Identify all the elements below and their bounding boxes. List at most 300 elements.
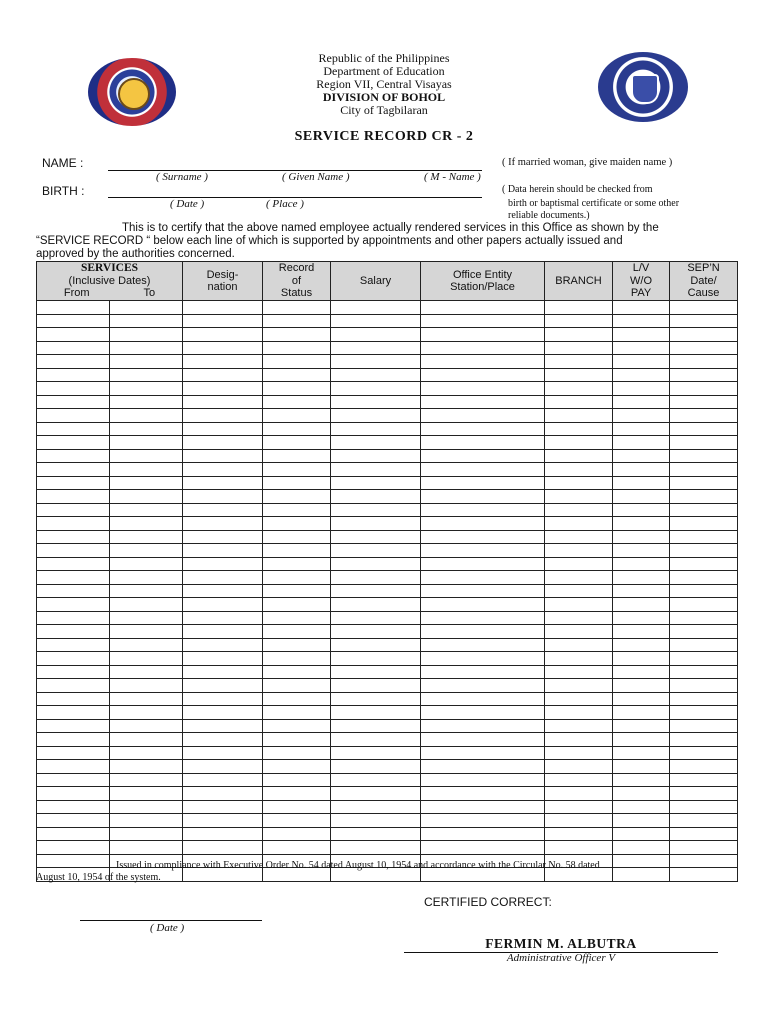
- record-cell[interactable]: [670, 355, 738, 369]
- record-cell[interactable]: [37, 652, 110, 666]
- record-cell[interactable]: [331, 679, 421, 693]
- record-cell[interactable]: [670, 598, 738, 612]
- record-cell[interactable]: [331, 463, 421, 477]
- record-cell[interactable]: [545, 341, 613, 355]
- record-cell[interactable]: [37, 638, 110, 652]
- record-cell[interactable]: [331, 544, 421, 558]
- record-cell[interactable]: [183, 382, 263, 396]
- record-cell[interactable]: [37, 557, 110, 571]
- record-cell[interactable]: [331, 382, 421, 396]
- record-cell[interactable]: [183, 449, 263, 463]
- record-cell[interactable]: [545, 368, 613, 382]
- record-cell[interactable]: [37, 598, 110, 612]
- record-cell[interactable]: [37, 314, 110, 328]
- record-cell[interactable]: [331, 760, 421, 774]
- record-cell[interactable]: [37, 544, 110, 558]
- record-cell[interactable]: [613, 827, 670, 841]
- record-cell[interactable]: [331, 328, 421, 342]
- record-cell[interactable]: [670, 584, 738, 598]
- record-cell[interactable]: [670, 652, 738, 666]
- record-cell[interactable]: [37, 449, 110, 463]
- record-cell[interactable]: [670, 625, 738, 639]
- record-cell[interactable]: [545, 773, 613, 787]
- record-cell[interactable]: [421, 328, 545, 342]
- record-cell[interactable]: [545, 638, 613, 652]
- record-cell[interactable]: [670, 665, 738, 679]
- record-cell[interactable]: [183, 341, 263, 355]
- record-cell[interactable]: [263, 760, 331, 774]
- record-cell[interactable]: [670, 611, 738, 625]
- record-cell[interactable]: [331, 449, 421, 463]
- record-cell[interactable]: [263, 436, 331, 450]
- record-cell[interactable]: [263, 476, 331, 490]
- record-cell[interactable]: [183, 841, 263, 855]
- record-cell[interactable]: [613, 692, 670, 706]
- record-cell[interactable]: [613, 571, 670, 585]
- record-cell[interactable]: [670, 787, 738, 801]
- record-cell[interactable]: [183, 517, 263, 531]
- record-cell[interactable]: [421, 314, 545, 328]
- record-cell[interactable]: [37, 463, 110, 477]
- record-cell[interactable]: [613, 517, 670, 531]
- record-cell[interactable]: [670, 814, 738, 828]
- record-cell[interactable]: [670, 517, 738, 531]
- record-cell[interactable]: [110, 692, 183, 706]
- record-cell[interactable]: [670, 341, 738, 355]
- record-cell[interactable]: [670, 692, 738, 706]
- record-cell[interactable]: [183, 625, 263, 639]
- record-cell[interactable]: [263, 368, 331, 382]
- record-cell[interactable]: [183, 760, 263, 774]
- record-cell[interactable]: [37, 530, 110, 544]
- record-cell[interactable]: [670, 368, 738, 382]
- record-cell[interactable]: [545, 814, 613, 828]
- record-cell[interactable]: [545, 503, 613, 517]
- record-cell[interactable]: [183, 611, 263, 625]
- record-cell[interactable]: [110, 341, 183, 355]
- record-cell[interactable]: [613, 760, 670, 774]
- record-cell[interactable]: [545, 422, 613, 436]
- record-cell[interactable]: [613, 395, 670, 409]
- record-cell[interactable]: [110, 800, 183, 814]
- record-cell[interactable]: [331, 611, 421, 625]
- record-cell[interactable]: [331, 638, 421, 652]
- record-cell[interactable]: [263, 341, 331, 355]
- record-cell[interactable]: [37, 517, 110, 531]
- record-cell[interactable]: [110, 490, 183, 504]
- record-cell[interactable]: [613, 557, 670, 571]
- record-cell[interactable]: [421, 652, 545, 666]
- record-cell[interactable]: [331, 719, 421, 733]
- record-cell[interactable]: [37, 760, 110, 774]
- record-cell[interactable]: [37, 409, 110, 423]
- record-cell[interactable]: [183, 463, 263, 477]
- record-cell[interactable]: [421, 355, 545, 369]
- record-cell[interactable]: [263, 530, 331, 544]
- record-cell[interactable]: [613, 679, 670, 693]
- record-cell[interactable]: [545, 490, 613, 504]
- record-cell[interactable]: [263, 422, 331, 436]
- record-cell[interactable]: [183, 814, 263, 828]
- record-cell[interactable]: [421, 787, 545, 801]
- record-cell[interactable]: [183, 692, 263, 706]
- record-cell[interactable]: [545, 571, 613, 585]
- record-cell[interactable]: [183, 665, 263, 679]
- record-cell[interactable]: [545, 328, 613, 342]
- record-cell[interactable]: [421, 611, 545, 625]
- record-cell[interactable]: [331, 409, 421, 423]
- record-cell[interactable]: [421, 719, 545, 733]
- record-cell[interactable]: [263, 382, 331, 396]
- record-cell[interactable]: [110, 827, 183, 841]
- record-cell[interactable]: [613, 503, 670, 517]
- record-cell[interactable]: [545, 530, 613, 544]
- record-cell[interactable]: [613, 490, 670, 504]
- record-cell[interactable]: [263, 301, 331, 315]
- record-cell[interactable]: [421, 382, 545, 396]
- record-cell[interactable]: [613, 787, 670, 801]
- record-cell[interactable]: [37, 706, 110, 720]
- record-cell[interactable]: [183, 733, 263, 747]
- record-cell[interactable]: [183, 530, 263, 544]
- record-cell[interactable]: [613, 733, 670, 747]
- record-cell[interactable]: [263, 449, 331, 463]
- record-cell[interactable]: [670, 503, 738, 517]
- record-cell[interactable]: [110, 368, 183, 382]
- record-cell[interactable]: [183, 638, 263, 652]
- record-cell[interactable]: [545, 692, 613, 706]
- record-cell[interactable]: [263, 841, 331, 855]
- record-cell[interactable]: [263, 611, 331, 625]
- record-cell[interactable]: [670, 706, 738, 720]
- record-cell[interactable]: [37, 841, 110, 855]
- record-cell[interactable]: [670, 800, 738, 814]
- record-cell[interactable]: [421, 422, 545, 436]
- record-cell[interactable]: [331, 395, 421, 409]
- record-cell[interactable]: [263, 652, 331, 666]
- record-cell[interactable]: [545, 800, 613, 814]
- record-cell[interactable]: [37, 773, 110, 787]
- record-cell[interactable]: [670, 395, 738, 409]
- record-cell[interactable]: [37, 368, 110, 382]
- record-cell[interactable]: [421, 827, 545, 841]
- record-cell[interactable]: [110, 557, 183, 571]
- record-cell[interactable]: [37, 490, 110, 504]
- record-cell[interactable]: [263, 328, 331, 342]
- record-cell[interactable]: [331, 422, 421, 436]
- record-cell[interactable]: [545, 409, 613, 423]
- record-cell[interactable]: [670, 409, 738, 423]
- record-cell[interactable]: [670, 463, 738, 477]
- record-cell[interactable]: [37, 341, 110, 355]
- record-cell[interactable]: [670, 382, 738, 396]
- record-cell[interactable]: [331, 584, 421, 598]
- record-cell[interactable]: [183, 328, 263, 342]
- record-cell[interactable]: [37, 733, 110, 747]
- record-cell[interactable]: [421, 800, 545, 814]
- record-cell[interactable]: [421, 773, 545, 787]
- record-cell[interactable]: [263, 557, 331, 571]
- record-cell[interactable]: [545, 382, 613, 396]
- record-cell[interactable]: [37, 625, 110, 639]
- record-cell[interactable]: [331, 490, 421, 504]
- record-cell[interactable]: [670, 301, 738, 315]
- record-cell[interactable]: [613, 584, 670, 598]
- record-cell[interactable]: [37, 611, 110, 625]
- record-cell[interactable]: [421, 409, 545, 423]
- record-cell[interactable]: [263, 463, 331, 477]
- record-cell[interactable]: [331, 625, 421, 639]
- record-cell[interactable]: [110, 584, 183, 598]
- record-cell[interactable]: [110, 665, 183, 679]
- record-cell[interactable]: [263, 584, 331, 598]
- record-cell[interactable]: [110, 544, 183, 558]
- record-cell[interactable]: [110, 449, 183, 463]
- record-cell[interactable]: [183, 490, 263, 504]
- record-cell[interactable]: [110, 787, 183, 801]
- record-cell[interactable]: [37, 800, 110, 814]
- record-cell[interactable]: [613, 476, 670, 490]
- record-cell[interactable]: [331, 733, 421, 747]
- record-cell[interactable]: [183, 503, 263, 517]
- record-cell[interactable]: [263, 571, 331, 585]
- record-cell[interactable]: [421, 301, 545, 315]
- record-cell[interactable]: [110, 328, 183, 342]
- record-cell[interactable]: [670, 638, 738, 652]
- record-cell[interactable]: [263, 503, 331, 517]
- record-cell[interactable]: [670, 571, 738, 585]
- record-cell[interactable]: [183, 652, 263, 666]
- record-cell[interactable]: [110, 409, 183, 423]
- record-cell[interactable]: [110, 814, 183, 828]
- record-cell[interactable]: [421, 368, 545, 382]
- record-cell[interactable]: [545, 476, 613, 490]
- record-cell[interactable]: [670, 328, 738, 342]
- record-cell[interactable]: [613, 449, 670, 463]
- record-cell[interactable]: [545, 584, 613, 598]
- record-cell[interactable]: [421, 449, 545, 463]
- record-cell[interactable]: [37, 719, 110, 733]
- record-cell[interactable]: [331, 814, 421, 828]
- record-cell[interactable]: [110, 638, 183, 652]
- record-cell[interactable]: [670, 449, 738, 463]
- record-cell[interactable]: [183, 476, 263, 490]
- record-cell[interactable]: [613, 328, 670, 342]
- record-cell[interactable]: [613, 773, 670, 787]
- record-cell[interactable]: [421, 760, 545, 774]
- record-cell[interactable]: [331, 773, 421, 787]
- record-cell[interactable]: [545, 557, 613, 571]
- record-cell[interactable]: [183, 827, 263, 841]
- record-cell[interactable]: [37, 665, 110, 679]
- record-cell[interactable]: [421, 733, 545, 747]
- record-cell[interactable]: [421, 557, 545, 571]
- record-cell[interactable]: [613, 625, 670, 639]
- record-cell[interactable]: [545, 652, 613, 666]
- record-cell[interactable]: [263, 679, 331, 693]
- record-cell[interactable]: [263, 638, 331, 652]
- record-cell[interactable]: [670, 490, 738, 504]
- record-cell[interactable]: [110, 355, 183, 369]
- record-cell[interactable]: [613, 814, 670, 828]
- record-cell[interactable]: [263, 787, 331, 801]
- record-cell[interactable]: [613, 368, 670, 382]
- record-cell[interactable]: [421, 665, 545, 679]
- record-cell[interactable]: [613, 436, 670, 450]
- record-cell[interactable]: [613, 638, 670, 652]
- record-cell[interactable]: [545, 449, 613, 463]
- record-cell[interactable]: [613, 598, 670, 612]
- record-cell[interactable]: [421, 463, 545, 477]
- record-cell[interactable]: [183, 422, 263, 436]
- record-cell[interactable]: [263, 746, 331, 760]
- record-cell[interactable]: [421, 544, 545, 558]
- record-cell[interactable]: [263, 733, 331, 747]
- record-cell[interactable]: [613, 314, 670, 328]
- record-cell[interactable]: [331, 652, 421, 666]
- record-cell[interactable]: [670, 760, 738, 774]
- record-cell[interactable]: [183, 544, 263, 558]
- record-cell[interactable]: [331, 530, 421, 544]
- record-cell[interactable]: [263, 665, 331, 679]
- record-cell[interactable]: [183, 773, 263, 787]
- record-cell[interactable]: [421, 530, 545, 544]
- record-cell[interactable]: [183, 679, 263, 693]
- record-cell[interactable]: [110, 476, 183, 490]
- record-cell[interactable]: [37, 436, 110, 450]
- record-cell[interactable]: [183, 787, 263, 801]
- record-cell[interactable]: [263, 827, 331, 841]
- record-cell[interactable]: [421, 638, 545, 652]
- record-cell[interactable]: [37, 584, 110, 598]
- record-cell[interactable]: [421, 679, 545, 693]
- record-cell[interactable]: [37, 422, 110, 436]
- record-cell[interactable]: [331, 827, 421, 841]
- record-cell[interactable]: [110, 733, 183, 747]
- record-cell[interactable]: [263, 773, 331, 787]
- record-cell[interactable]: [613, 530, 670, 544]
- record-cell[interactable]: [670, 679, 738, 693]
- record-cell[interactable]: [331, 841, 421, 855]
- record-cell[interactable]: [110, 517, 183, 531]
- record-cell[interactable]: [37, 746, 110, 760]
- record-cell[interactable]: [263, 598, 331, 612]
- record-cell[interactable]: [183, 409, 263, 423]
- record-cell[interactable]: [183, 800, 263, 814]
- record-cell[interactable]: [545, 436, 613, 450]
- record-cell[interactable]: [183, 314, 263, 328]
- record-cell[interactable]: [37, 787, 110, 801]
- record-cell[interactable]: [421, 517, 545, 531]
- record-cell[interactable]: [545, 611, 613, 625]
- record-cell[interactable]: [263, 355, 331, 369]
- record-cell[interactable]: [670, 733, 738, 747]
- record-cell[interactable]: [421, 841, 545, 855]
- record-cell[interactable]: [670, 841, 738, 855]
- record-cell[interactable]: [263, 395, 331, 409]
- record-cell[interactable]: [670, 422, 738, 436]
- record-cell[interactable]: [183, 301, 263, 315]
- record-cell[interactable]: [421, 395, 545, 409]
- record-cell[interactable]: [110, 679, 183, 693]
- record-cell[interactable]: [670, 557, 738, 571]
- record-cell[interactable]: [613, 463, 670, 477]
- record-cell[interactable]: [670, 544, 738, 558]
- record-cell[interactable]: [331, 503, 421, 517]
- record-cell[interactable]: [110, 841, 183, 855]
- record-cell[interactable]: [110, 503, 183, 517]
- record-cell[interactable]: [331, 436, 421, 450]
- record-cell[interactable]: [331, 598, 421, 612]
- record-cell[interactable]: [263, 625, 331, 639]
- record-cell[interactable]: [670, 746, 738, 760]
- record-cell[interactable]: [670, 476, 738, 490]
- record-cell[interactable]: [421, 571, 545, 585]
- record-cell[interactable]: [545, 625, 613, 639]
- record-cell[interactable]: [263, 490, 331, 504]
- record-cell[interactable]: [37, 571, 110, 585]
- record-cell[interactable]: [421, 490, 545, 504]
- record-cell[interactable]: [545, 517, 613, 531]
- record-cell[interactable]: [183, 719, 263, 733]
- record-cell[interactable]: [545, 787, 613, 801]
- record-cell[interactable]: [110, 760, 183, 774]
- record-cell[interactable]: [110, 773, 183, 787]
- record-cell[interactable]: [613, 665, 670, 679]
- record-cell[interactable]: [331, 692, 421, 706]
- record-cell[interactable]: [110, 625, 183, 639]
- record-cell[interactable]: [110, 382, 183, 396]
- record-cell[interactable]: [183, 571, 263, 585]
- record-cell[interactable]: [183, 436, 263, 450]
- record-cell[interactable]: [421, 746, 545, 760]
- record-cell[interactable]: [37, 328, 110, 342]
- record-cell[interactable]: [613, 719, 670, 733]
- record-cell[interactable]: [263, 544, 331, 558]
- record-cell[interactable]: [545, 314, 613, 328]
- record-cell[interactable]: [331, 517, 421, 531]
- record-cell[interactable]: [545, 719, 613, 733]
- record-cell[interactable]: [37, 476, 110, 490]
- record-cell[interactable]: [421, 598, 545, 612]
- record-cell[interactable]: [110, 422, 183, 436]
- record-cell[interactable]: [545, 760, 613, 774]
- record-cell[interactable]: [613, 746, 670, 760]
- record-cell[interactable]: [263, 706, 331, 720]
- record-cell[interactable]: [110, 706, 183, 720]
- record-cell[interactable]: [421, 584, 545, 598]
- record-cell[interactable]: [545, 355, 613, 369]
- record-cell[interactable]: [421, 814, 545, 828]
- record-cell[interactable]: [183, 355, 263, 369]
- record-cell[interactable]: [613, 341, 670, 355]
- record-cell[interactable]: [37, 382, 110, 396]
- record-cell[interactable]: [37, 503, 110, 517]
- record-cell[interactable]: [421, 476, 545, 490]
- record-cell[interactable]: [110, 530, 183, 544]
- record-cell[interactable]: [421, 692, 545, 706]
- record-cell[interactable]: [263, 517, 331, 531]
- record-cell[interactable]: [331, 314, 421, 328]
- record-cell[interactable]: [545, 665, 613, 679]
- record-cell[interactable]: [263, 409, 331, 423]
- record-cell[interactable]: [670, 827, 738, 841]
- record-cell[interactable]: [110, 611, 183, 625]
- record-cell[interactable]: [331, 557, 421, 571]
- record-cell[interactable]: [613, 611, 670, 625]
- record-cell[interactable]: [545, 706, 613, 720]
- record-cell[interactable]: [37, 814, 110, 828]
